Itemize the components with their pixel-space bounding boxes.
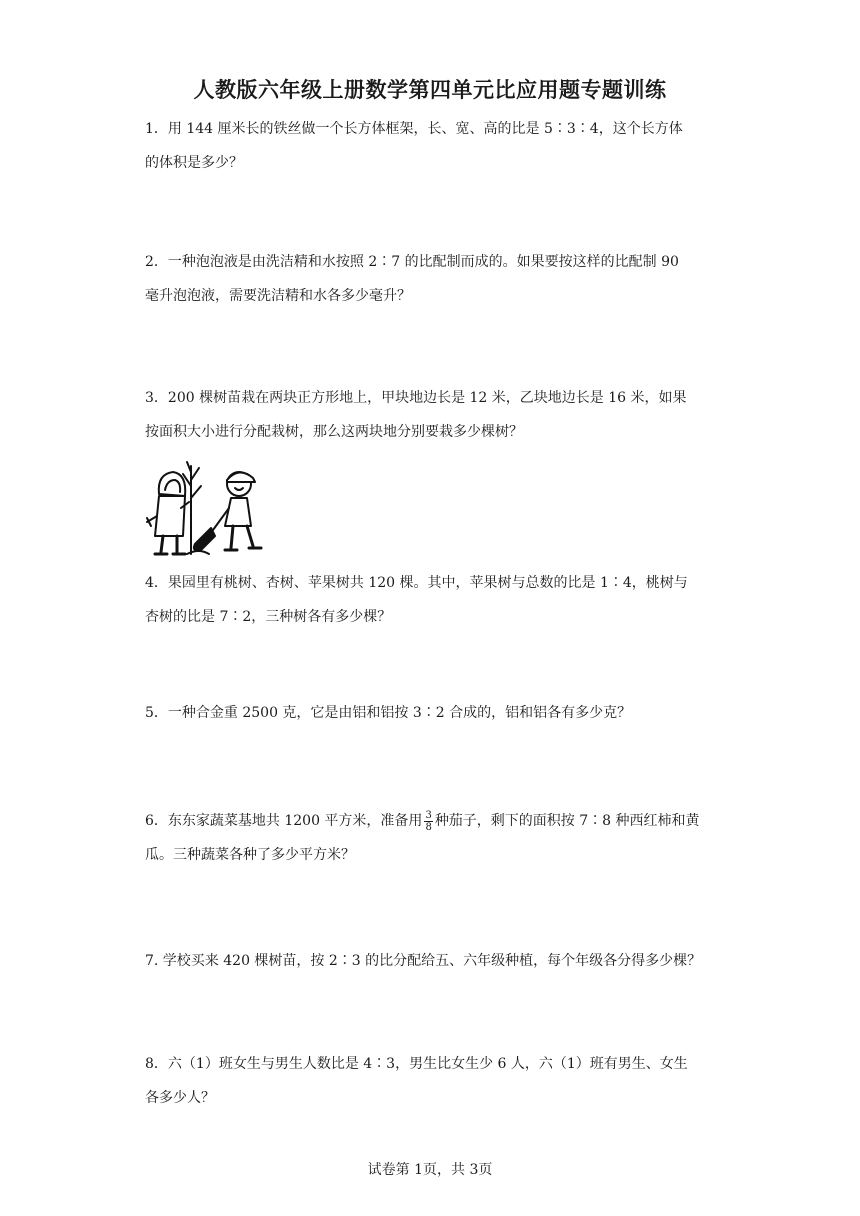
- question-6: [145, 804, 720, 872]
- question-3: [145, 381, 720, 449]
- question-line: 毫升泡泡液，需要洗洁精和水各多少毫升？: [145, 288, 411, 304]
- question-line: 各多少人？: [145, 1090, 215, 1106]
- question-line: 4．果园里有桃树、杏树、苹果树共 120 棵。其中，苹果树与总数的比是 1∶4，桃树与: [145, 575, 688, 591]
- page-title: 人教版六年级上册数学第四单元比应用题专题训练: [193, 78, 667, 102]
- fraction: [424, 810, 432, 833]
- right-child: [194, 472, 261, 550]
- left-child: [147, 472, 189, 554]
- question-line: 3．200 棵树苗栽在两块正方形地上，甲块地边长是 12 米，乙块地边长是 16 米，如果: [145, 390, 687, 406]
- question-line: 杏树的比是 7∶2，三种树各有多少棵？: [145, 609, 392, 625]
- question-line: 5．一种合金重 2500 克，它是由铝和铝按 3∶2 合成的，铝和铝各有多少克？: [145, 705, 632, 721]
- fraction-numerator: 3: [425, 809, 432, 821]
- question-8: [145, 1047, 720, 1115]
- question-line: 按面积大小进行分配栽树，那么这两块地分别要栽多少棵树？: [145, 424, 523, 440]
- children-planting-tree-icon: [143, 456, 271, 560]
- question-text: 种茄子，剩下的面积按 7∶8 种西红柿和黄: [434, 813, 700, 829]
- question-line: 瓜。三种蔬菜各种了多少平方米？: [145, 847, 355, 863]
- question-4: [145, 566, 720, 634]
- question-line: 的体积是多少？: [145, 155, 243, 171]
- fraction-denominator: 8: [425, 821, 432, 833]
- question-7: [145, 944, 720, 978]
- page-footer: 试卷第 1页，共 3页: [367, 1162, 493, 1178]
- question-line: [145, 804, 720, 838]
- question-1: [145, 112, 720, 180]
- question-line: 2．一种泡泡液是由洗洁精和水按照 2∶7 的比配制而成的。如果要按这样的比配制 90: [145, 254, 679, 270]
- question-2: [145, 245, 720, 313]
- question-line: 7. 学校买来 420 棵树苗，按 2∶3 的比分配给五、六年级种植，每个年级各分得多少棵？: [145, 953, 702, 969]
- question-line: 8．六（1）班女生与男生人数比是 4∶3，男生比女生少 6 人，六（1）班有男生、女生: [145, 1056, 688, 1072]
- question-line: 1．用 144 厘米长的铁丝做一个长方体框架，长、宽、高的比是 5∶3∶4，这个长方体: [145, 121, 683, 137]
- question-5: [145, 696, 720, 730]
- question-text: 6．东东家蔬菜基地共 1200 平方米，准备用: [145, 813, 423, 829]
